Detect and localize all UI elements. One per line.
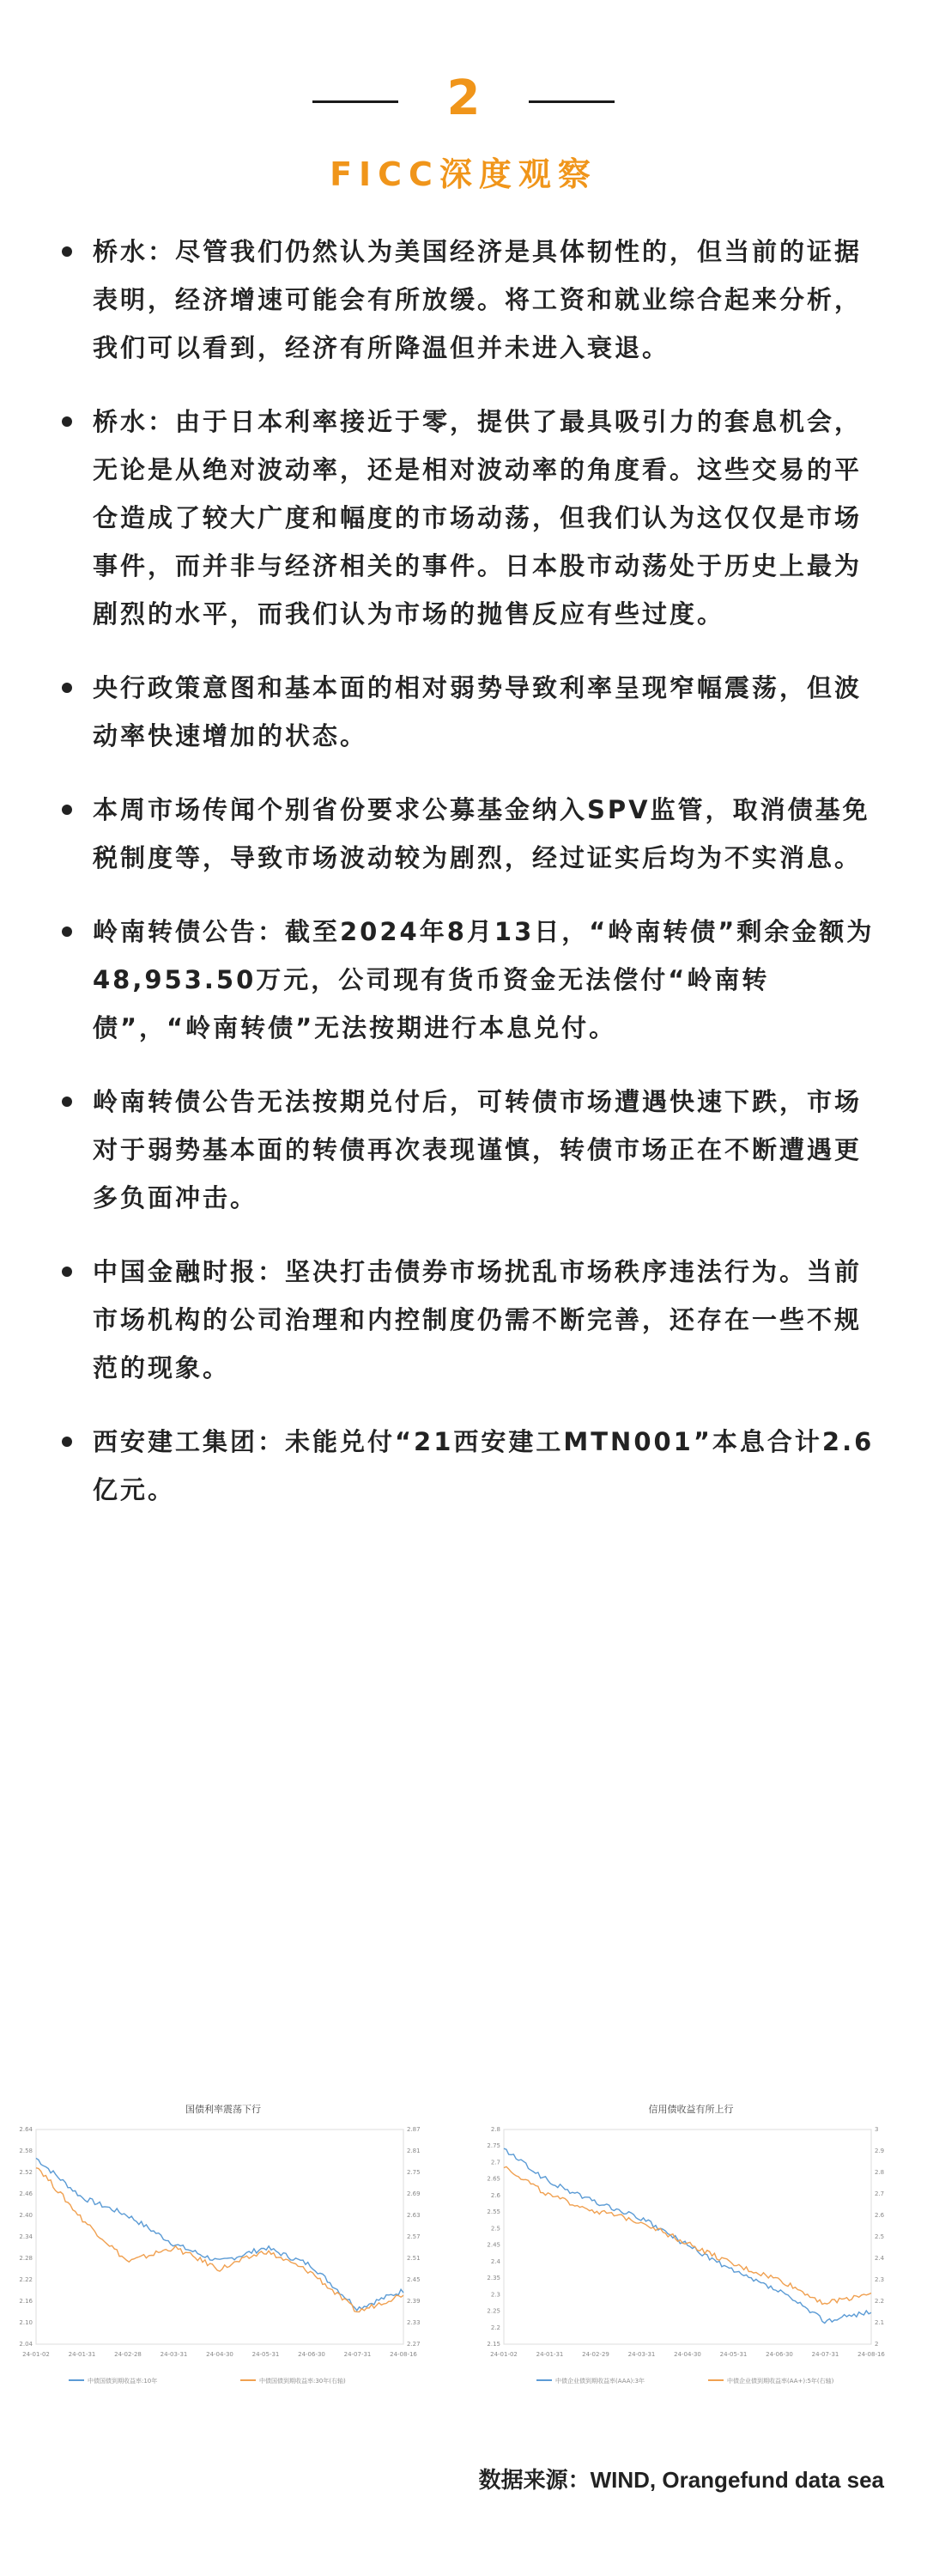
- y-right-tick-label: 2.45: [407, 2276, 421, 2283]
- x-tick-label: 24-03-31: [627, 2351, 656, 2358]
- x-tick-label: 24-08-16: [857, 2351, 885, 2358]
- header-rule-right: [529, 100, 615, 103]
- y-right-tick-label: 2: [875, 2341, 879, 2348]
- section-header: [0, 60, 927, 137]
- x-tick-label: 24-01-31: [536, 2351, 564, 2358]
- x-tick-label: 24-06-30: [298, 2351, 325, 2358]
- y-right-tick-label: 2.63: [407, 2212, 421, 2219]
- y-right-tick-label: 2.27: [407, 2341, 421, 2348]
- y-right-tick-label: 2.7: [875, 2190, 885, 2197]
- y-right-tick-label: 2.75: [407, 2169, 421, 2176]
- y-left-tick-label: 2.8: [490, 2126, 500, 2133]
- y-left-tick-label: 2.5: [490, 2225, 500, 2233]
- y-left-tick-label: 2.35: [487, 2275, 500, 2282]
- y-left-tick-label: 2.6: [490, 2191, 500, 2199]
- y-left-tick-label: 2.40: [19, 2212, 33, 2219]
- y-left-tick-label: 2.34: [19, 2233, 33, 2240]
- x-tick-label: 24-05-31: [719, 2351, 748, 2358]
- y-right-tick-label: 2.1: [875, 2319, 885, 2326]
- y-right-tick-label: 2.33: [407, 2319, 421, 2326]
- y-left-tick-label: 2.28: [19, 2255, 33, 2262]
- bullet-dot-icon: [62, 683, 72, 693]
- bullet-dot-icon: [62, 246, 72, 257]
- bullet-text: 岭南转债公告：截至2024年8月13日，“岭南转债”剩余金额为48,953.50万元，公司现有货币资金无法偿付“岭南转债”，“岭南转债”无法按期进行本息兑付。: [93, 917, 875, 1042]
- section-number: 2: [446, 70, 481, 126]
- bullet-item: [62, 228, 886, 372]
- y-right-tick-label: 3: [875, 2126, 879, 2133]
- bullet-dot-icon: [62, 1097, 72, 1107]
- chart-treasury-yield: [9, 2087, 438, 2413]
- y-left-tick-label: 2.46: [19, 2190, 33, 2197]
- section-title: FICC深度观察: [330, 155, 597, 193]
- bullet-item: [62, 1248, 886, 1392]
- series-line: [504, 2166, 871, 2304]
- bullet-item: [62, 664, 886, 760]
- series-line: [36, 2158, 403, 2310]
- legend-label: 中债企业债到期收益率(AA+):5年(右轴): [727, 2378, 834, 2385]
- y-right-tick-label: 2.4: [875, 2255, 885, 2262]
- y-left-tick-label: 2.25: [487, 2307, 500, 2315]
- x-tick-label: 24-03-31: [160, 2351, 188, 2358]
- bullet-text: 央行政策意图和基本面的相对弱势导致利率呈现窄幅震荡，但波动率快速增加的状态。: [93, 673, 863, 750]
- y-left-tick-label: 2.22: [19, 2276, 33, 2283]
- x-tick-label: 24-06-30: [766, 2351, 793, 2358]
- bullet-item: [62, 908, 886, 1052]
- x-tick-label: 24-01-02: [490, 2351, 518, 2358]
- series-line: [36, 2168, 403, 2312]
- y-right-tick-label: 2.9: [875, 2148, 885, 2154]
- chart-title: 国债利率震荡下行: [185, 2104, 261, 2115]
- plot-frame: [36, 2129, 403, 2344]
- data-source-note: 数据来源：WIND, Orangefund data sea: [478, 2467, 884, 2493]
- y-left-tick-label: 2.52: [19, 2169, 33, 2176]
- y-right-tick-label: 2.81: [407, 2148, 421, 2154]
- y-left-tick-label: 2.64: [19, 2126, 33, 2133]
- y-left-tick-label: 2.2: [490, 2324, 500, 2331]
- bullet-dot-icon: [62, 416, 72, 427]
- x-tick-label: 24-07-31: [811, 2351, 839, 2358]
- y-left-tick-label: 2.58: [19, 2148, 33, 2154]
- bullet-dot-icon: [62, 927, 72, 937]
- y-left-tick-label: 2.16: [19, 2298, 33, 2305]
- bullet-dot-icon: [62, 1437, 72, 1447]
- y-left-tick-label: 2.65: [487, 2175, 500, 2183]
- y-left-tick-label: 2.75: [487, 2142, 500, 2150]
- x-tick-label: 24-05-31: [251, 2351, 280, 2358]
- bullet-dot-icon: [62, 805, 72, 815]
- y-right-tick-label: 2.5: [875, 2233, 885, 2240]
- charts-row: [0, 2087, 927, 2413]
- y-right-tick-label: 2.87: [407, 2126, 421, 2133]
- y-right-tick-label: 2.3: [875, 2276, 885, 2283]
- y-left-tick-label: 2.55: [487, 2208, 500, 2216]
- bullet-dot-icon: [62, 1267, 72, 1277]
- x-tick-label: 24-08-16: [390, 2351, 417, 2358]
- chart-title: 信用债收益有所上行: [648, 2104, 734, 2115]
- y-left-tick-label: 2.7: [490, 2159, 500, 2166]
- legend-label: 中债国债到期收益率:10年: [88, 2378, 158, 2385]
- bullet-text: 西安建工集团：未能兑付“21西安建工MTN001”本息合计2.6亿元。: [93, 1427, 875, 1504]
- legend-label: 中债企业债到期收益率(AAA):3年: [555, 2378, 645, 2385]
- series-line: [504, 2148, 871, 2323]
- plot-frame: [504, 2129, 871, 2344]
- bullet-text: 桥水：尽管我们仍然认为美国经济是具体韧性的，但当前的证据表明，经济增速可能会有所放缓。将工资和就业综合起来分析，我们可以看到，经济有所降温但并未进入衰退。: [93, 237, 863, 362]
- y-right-tick-label: 2.6: [875, 2212, 885, 2219]
- x-tick-label: 24-04-30: [674, 2351, 701, 2358]
- x-tick-label: 24-01-31: [68, 2351, 96, 2358]
- legend-label: 中债国债到期收益率:30年(右轴): [259, 2378, 346, 2385]
- bullet-item: [62, 1078, 886, 1222]
- bullet-text: 本周市场传闻个别省份要求公募基金纳入SPV监管，取消债基免税制度等，导致市场波动较为剧烈，经过证实后均为不实消息。: [93, 795, 870, 872]
- bullet-item: [62, 1418, 886, 1514]
- chart-credit-yield: [476, 2087, 906, 2413]
- y-left-tick-label: 2.3: [490, 2291, 500, 2299]
- x-tick-label: 24-02-28: [114, 2351, 142, 2358]
- x-tick-label: 24-01-02: [22, 2351, 50, 2358]
- bullet-text: 岭南转债公告无法按期兑付后，可转债市场遭遇快速下跌，市场对于弱势基本面的转债再次表现谨慎，转债市场正在不断遭遇更多负面冲击。: [93, 1087, 863, 1212]
- x-tick-label: 24-07-31: [343, 2351, 372, 2358]
- x-tick-label: 24-04-30: [206, 2351, 233, 2358]
- y-right-tick-label: 2.39: [407, 2298, 421, 2305]
- y-right-tick-label: 2.57: [407, 2233, 421, 2240]
- y-left-tick-label: 2.04: [19, 2341, 33, 2348]
- y-right-tick-label: 2.8: [875, 2169, 885, 2176]
- bullet-item: [62, 786, 886, 882]
- y-left-tick-label: 2.4: [490, 2257, 500, 2265]
- x-tick-label: 24-02-29: [582, 2351, 609, 2358]
- chart-credit-svg: [476, 2087, 906, 2413]
- chart-treasury-svg: [9, 2087, 438, 2413]
- bullet-text: 中国金融时报：坚决打击债券市场扰乱市场秩序违法行为。当前市场机构的公司治理和内控制度仍需不断完善，还存在一些不规范的现象。: [93, 1257, 863, 1382]
- y-right-tick-label: 2.69: [407, 2190, 421, 2197]
- bullet-list: [62, 228, 886, 1540]
- y-left-tick-label: 2.15: [487, 2341, 500, 2348]
- y-right-tick-label: 2.2: [875, 2298, 885, 2305]
- y-left-tick-label: 2.10: [19, 2319, 33, 2326]
- bullet-item: [62, 398, 886, 638]
- bullet-text: 桥水：由于日本利率接近于零，提供了最具吸引力的套息机会，无论是从绝对波动率，还是相对波动率的角度看。这些交易的平仓造成了较大广度和幅度的市场动荡，但我们认为这仅仅是市场事件，而并非与经济相关的事件。日本股市动荡处于历史上最为剧烈的水平，而我们认为市场的抛售反应有些过度。: [93, 407, 863, 629]
- y-left-tick-label: 2.45: [487, 2241, 500, 2249]
- y-right-tick-label: 2.51: [407, 2255, 421, 2262]
